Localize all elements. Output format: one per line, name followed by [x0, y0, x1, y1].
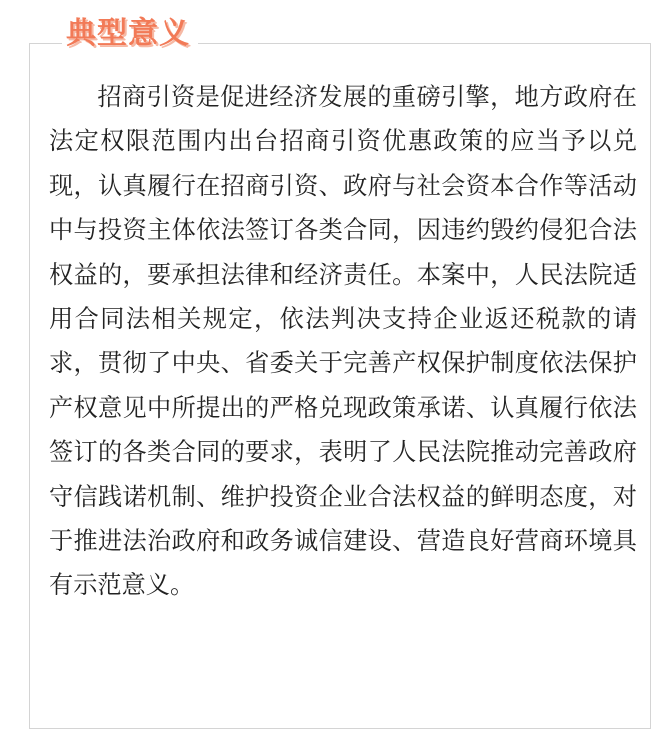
- body-paragraph: 招商引资是促进经济发展的重磅引擎，地方政府在法定权限范围内出台招商引资优惠政策的应当予以兑现，认真履行在招商引资、政府与社会资本合作等活动中与投资主体依法签订各类合同，因违约毁约侵犯合法权益的，要承担法律和经济责任。本案中，人民法院适用合同法相关规定，依法判决支持企业返还税款的请求，贯彻了中央、省委关于完善产权保护制度依法保护产权意见中所提出的严格兑现政策承诺、认真履行依法签订的各类合同的要求，表明了人民法院推动完善政府守信践诺机制、维护投资企业合法权益的鲜明态度，对于推进法治政府和政务诚信建设、营造良好营商环境具有示范意义。: [49, 83, 637, 600]
- section-title: 典型意义: [66, 16, 190, 51]
- section-heading: [62, 12, 198, 56]
